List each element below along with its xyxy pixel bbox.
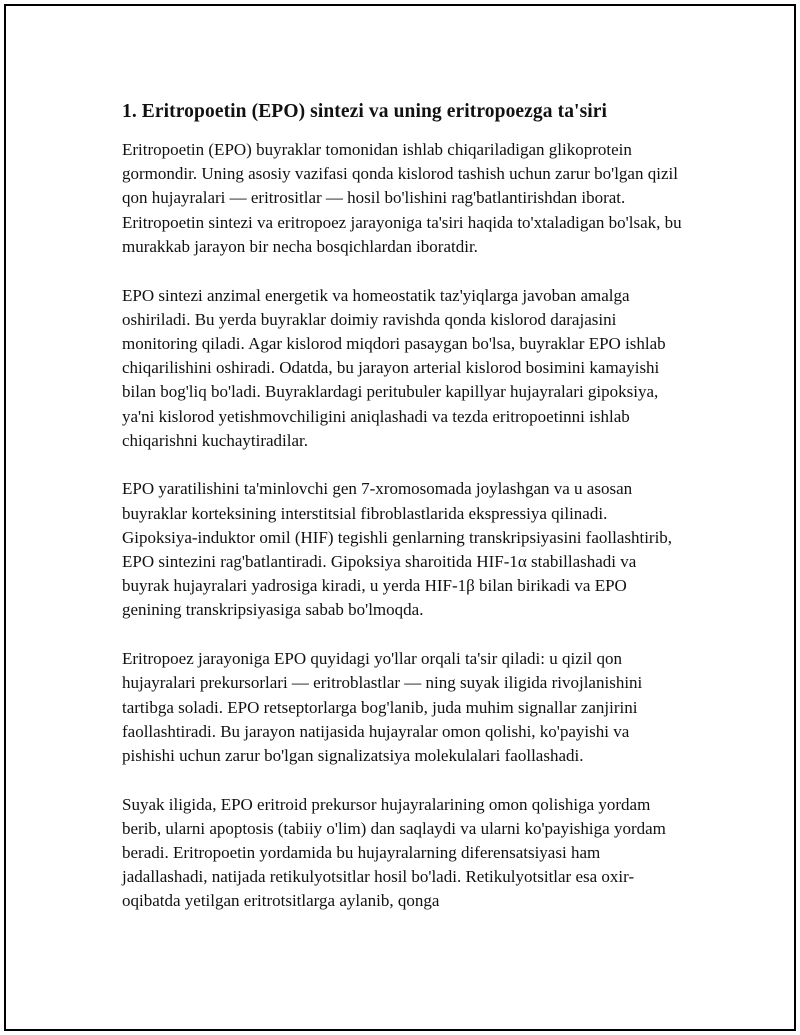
paragraph-erythropoiesis-effect: Eritropoez jarayoniga EPO quyidagi yo'llar orqali ta'sir qiladi: u qizil qon hujayralari prekursorlari — eritroblastlar — ning suyak iligida rivojlanishini tartibga soladi. EPO retseptorlarga bog'lanib, juda muhim signallar zanjirini faollashtiradi. Bu jarayon natijasida hujayralar omon qolishi, ko'payishi va pishishi uchun zarur bo'lgan signalizatsiya molekulalari faollashadi.: [122, 649, 643, 765]
paragraph-epo-intro: Eritropoetin (EPO) buyraklar tomonidan ishlab chiqariladigan glikoprotein gormondir. Uning asosiy vazifasi qonda kislorod tashish uchun zarur bo'lgan qizil qon hujayralari — eritrositlar — hosil bo'lishini rag'batlantirishdan iborat. Eritropoetin sintezi va eritropoez jarayoniga ta'siri haqida to'xtaladigan bo'lsak, bu murakkab jarayon bir necha bosqichlardan iboratdir.: [122, 140, 682, 256]
paragraph-epo-gene: EPO yaratilishini ta'minlovchi gen 7-xromosomada joylashgan va u asosan buyraklar korteksining interstitsial fibroblastlarida ekspressiya qilinadi. Gipoksiya-induktor omil (HIF) tegishli genlarning transkripsiyasini faollashtirib, EPO sintezini rag'batlantiradi. Gipoksiya sharoitida HIF-1α stabillashadi va buyrak hujayralari yadrosiga kiradi, u yerda HIF-1β bilan birikadi va EPO genining transkripsiyasiga sabab bo'lmoqda.: [122, 479, 673, 620]
paragraph-epo-synthesis: EPO sintezi anzimal energetik va homeostatik taz'yiqlarga javoban amalga oshiriladi. Bu yerda buyraklar doimiy ravishda qonda kislorod darajasini monitoring qiladi. Agar kislorod miqdori pasaygan bo'lsa, buyraklar EPO ishlab chiqarilishini oshiradi. Odatda, bu jarayon arterial kislorod bosimini kamayishi bilan bog'liq bo'ladi. Buyraklardagi peritubuler kapillyar hujayralari gipoksiya, ya'ni kislorod yetishmovchiligini aniqlashadi va tezda eritropoetinni ishlab chiqarishni kuchaytiradilar.: [122, 285, 666, 450]
paragraph-bone-marrow: Suyak iligida, EPO eritroid prekursor hujayralarining omon qolishiga yordam berib, ularni apoptosis (tabiiy o'lim) dan saqlaydi va ularni ko'payishiga yordam beradi. Eritropoetin yordamida bu hujayralarning diferensatsiyasi ham jadallashadi, natijada retikulyotsitlar hosil bo'ladi. Retikulyotsitlar esa oxir-oqibatda yetilgan eritrotsitlarga aylanib, qonga: [122, 794, 666, 911]
section-heading: 1. Eritropoetin (EPO) sintezi va uning eritropoezga ta'siri: [122, 101, 608, 122]
page-frame: [4, 4, 796, 1031]
document-body: [122, 98, 682, 938]
